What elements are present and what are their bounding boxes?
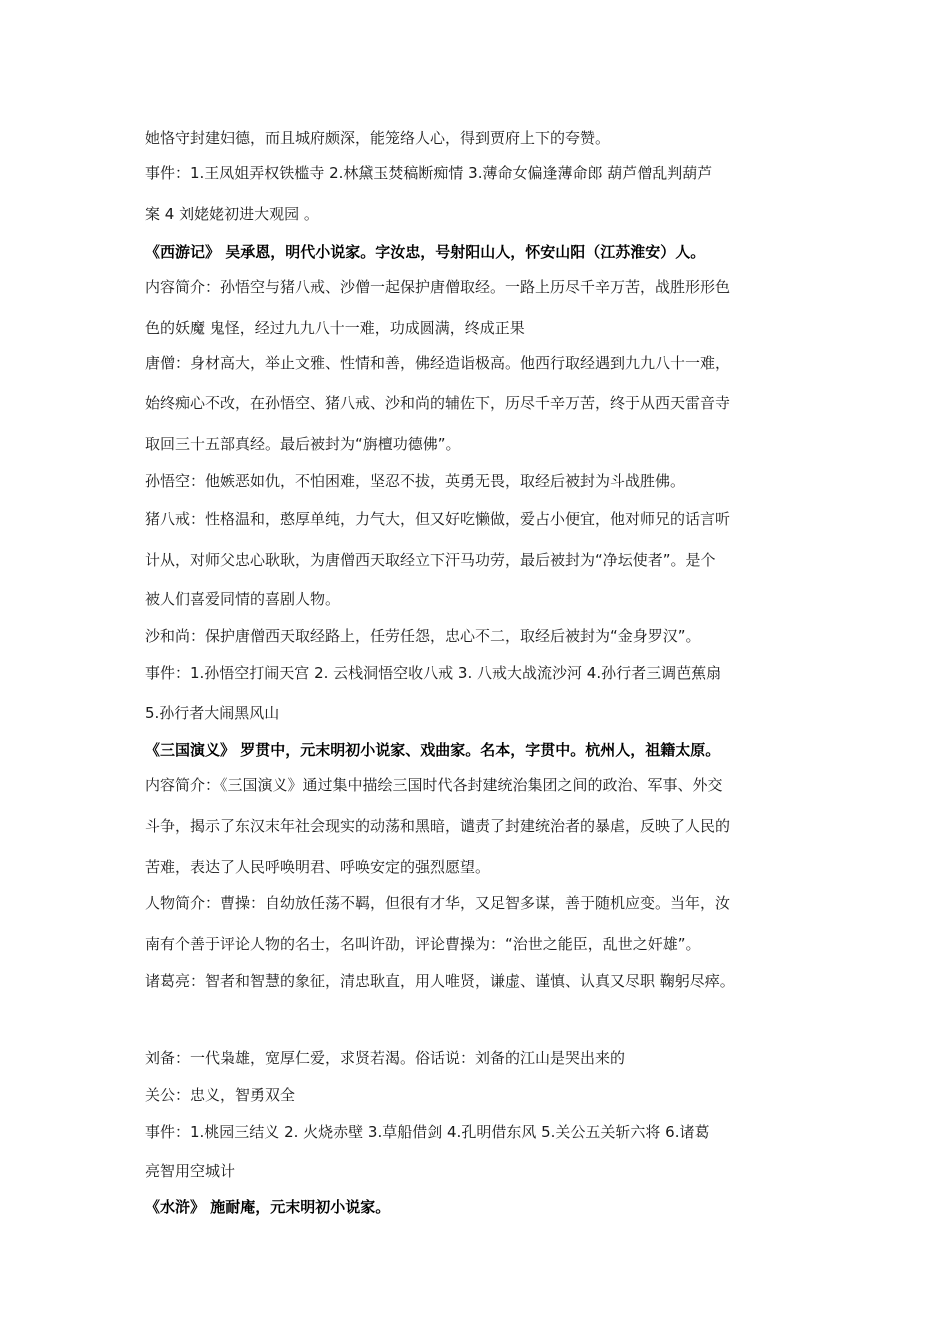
- text-line: 南有个善于评论人物的名士，名叫许劭，评论曹操为：“治世之能臣，乱世之奸雄”。: [145, 935, 701, 953]
- text-line: 关公：忠义，智勇双全: [145, 1086, 296, 1104]
- text-line: 事件：1.王凤姐弄权铁槛寺 2.林黛玉焚稿断痴情 3.薄命女偏逢薄命郎 葫芦僧乱判葫芦: [145, 164, 713, 182]
- text-line: 内容简介：《三国演义》通过集中描绘三国时代各封建统治集团之间的政治、军事、外交: [145, 776, 723, 794]
- text-line: 计从，对师父忠心耿耿，为唐僧西天取经立下汗马功劳，最后被封为“净坛使者”。是个: [145, 551, 716, 569]
- text-line: 苦难，表达了人民呼唤明君、呼唤安定的强烈愿望。: [145, 858, 491, 876]
- text-line: 被人们喜爱同情的喜剧人物。: [145, 590, 341, 608]
- text-line: 5.孙行者大闹黑风山: [145, 704, 280, 722]
- text-line: 始终痴心不改，在孙悟空、猪八戒、沙和尚的辅佐下，历尽千辛万苦，终于从西天雷音寺: [145, 394, 731, 412]
- text-line: 唐僧：身材高大，举止文雅、性情和善，佛经造诣极高。他西行取经遇到九九八十一难，: [145, 354, 731, 372]
- text-line: 人物简介：曹操：自幼放任荡不羁，但很有才华，又足智多谋，善于随机应变。当年，汝: [145, 894, 731, 912]
- text-line: 猪八戒：性格温和，憨厚单纯，力气大，但又好吃懒做，爱占小便宜，他对师兄的话言听: [145, 510, 731, 528]
- text-line: 诸葛亮：智者和智慧的象征，清忠耿直，用人唯贤，谦虚、谨慎、认真又尽职 鞠躬尽瘁。: [145, 972, 735, 990]
- section-heading-sanguoyanyi: 《三国演义》 罗贯中，元末明初小说家、戏曲家。名本，字贯中。杭州人，祖籍太原。: [145, 741, 721, 759]
- text-line: 事件：1.孙悟空打闹天宫 2. 云栈洞悟空收八戒 3. 八戒大战流沙河 4.孙行者三调芭蕉扇: [145, 664, 722, 682]
- text-line: 她恪守封建妇德，而且城府颇深，能笼络人心，得到贾府上下的夸赞。: [145, 129, 611, 147]
- text-line: 事件：1.桃园三结义 2. 火烧赤壁 3.草船借剑 4.孔明借东风 5.关公五关斩六将 6.诸葛: [145, 1123, 710, 1141]
- text-line: 案 4 刘姥姥初进大观园 。: [145, 205, 319, 223]
- text-line: 刘备：一代枭雄，宽厚仁爱，求贤若渴。俗话说：刘备的江山是哭出来的: [145, 1049, 626, 1067]
- text-line: 内容简介：孙悟空与猪八戒、沙僧一起保护唐僧取经。一路上历尽千辛万苦，战胜形形色: [145, 278, 731, 296]
- text-line: 色的妖魔 鬼怪，经过九九八十一难，功成圆满，终成正果: [145, 319, 525, 337]
- text-line: 孙悟空：他嫉恶如仇，不怕困难，坚忍不拔，英勇无畏，取经后被封为斗战胜佛。: [145, 472, 686, 490]
- text-line: 取回三十五部真经。最后被封为“旃檀功德佛”。: [145, 435, 461, 453]
- section-heading-xiyouji: 《西游记》 吴承恩，明代小说家。字汝忠，号射阳山人，怀安山阳（江苏淮安）人。: [145, 243, 706, 261]
- text-line: 亮智用空城计: [145, 1162, 236, 1180]
- section-heading-shuihu: 《水浒》 施耐庵，元末明初小说家。: [145, 1198, 391, 1216]
- text-line: 斗争，揭示了东汉末年社会现实的动荡和黑暗，谴责了封建统治者的暴虐，反映了人民的: [145, 817, 731, 835]
- text-line: 沙和尚：保护唐僧西天取经路上，任劳任怨，忠心不二，取经后被封为“金身罗汉”。: [145, 627, 701, 645]
